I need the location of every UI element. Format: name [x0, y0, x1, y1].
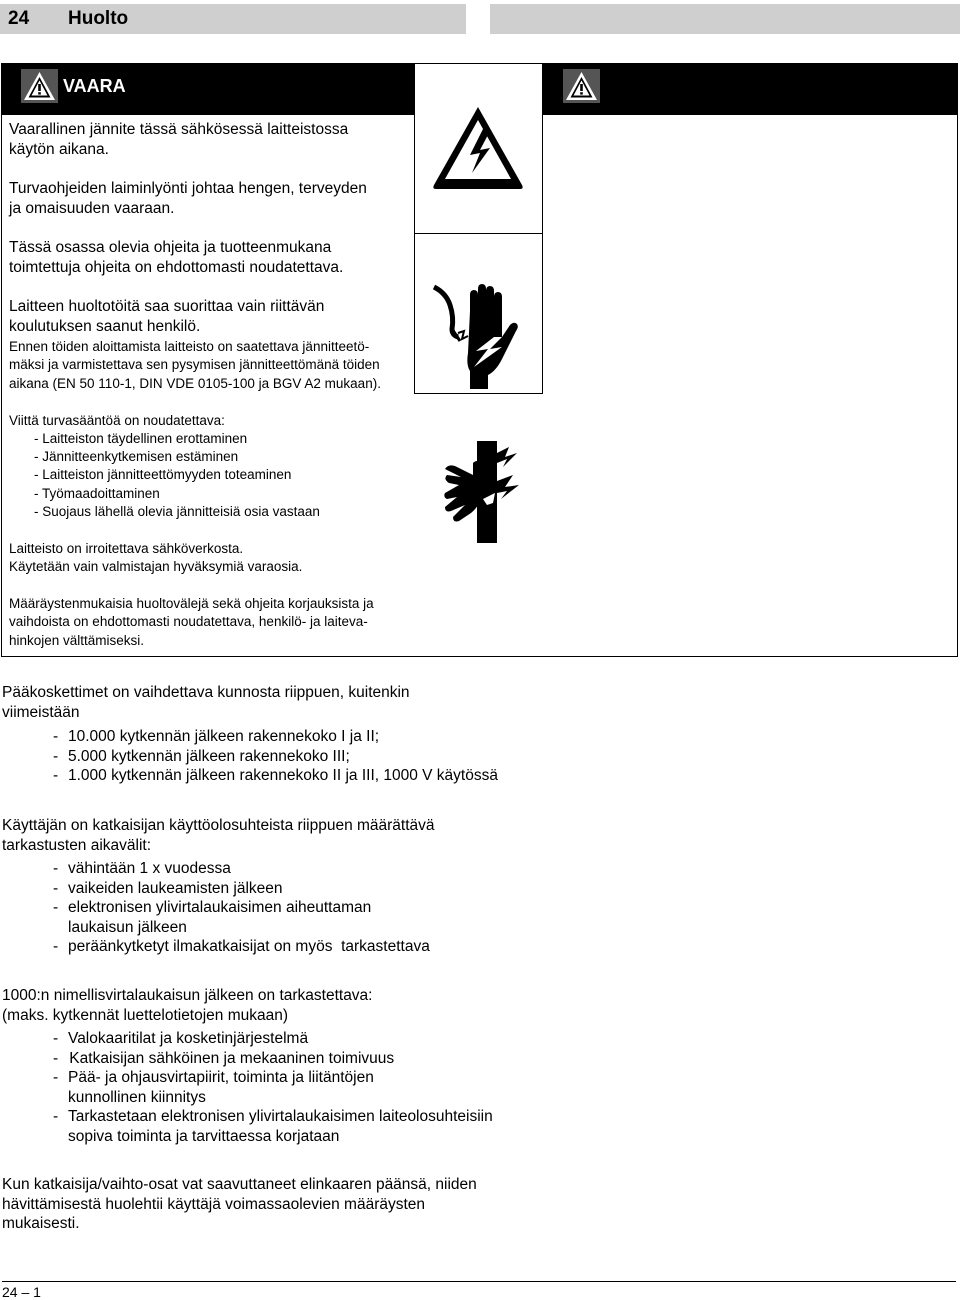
safety-rule: - Laitteiston jännitteettömyyden toteaminen: [34, 467, 292, 482]
list-item: - Katkaisijan sähköinen ja mekaaninen toimivuus: [53, 1049, 395, 1067]
warning-label: VAARA: [63, 76, 126, 96]
list-item: - 5.000 kytkennän jälkeen rakennekoko III;: [53, 747, 350, 765]
list-item: - 1.000 kytkennän jälkeen rakennekoko II ja III, 1000 V käytössä: [53, 767, 498, 784]
warning-bar-right: [542, 63, 958, 115]
chapter-number: 24: [8, 8, 30, 29]
safety-rule: - Työmaadoittaminen: [34, 486, 160, 501]
end-of-life-text: Kun katkaisija/vaihto-osat vat saavuttaneet elinkaaren päänsä, niiden hävittämisestä huolehtii käyttäjä voimassaolevien määräysten mukaisesti.: [2, 1176, 477, 1232]
disconnect-text: Laitteisto on irroitettava sähköverkosta. Käytetään vain valmistajan hyväksymiä varaosia.: [9, 541, 303, 575]
trip-list: [53, 1029, 613, 1146]
list-item: - Tarkastetaan elektronisen ylivirtalaukaisimen laiteolosuhteisiin sopiva toiminta ja tarvittaessa korjataan: [53, 1108, 493, 1145]
icon-column-right-edge: [542, 63, 543, 394]
list-item: - vaikeiden laukeamisten jälkeen: [53, 879, 283, 897]
warning-triangle-icon: [21, 69, 58, 103]
inspection-intro: Käyttäjän on katkaisijan käyttöolosuhteista riippuen määrättävä tarkastusten aikavälit:: [2, 817, 435, 854]
contacts-list: [53, 727, 613, 786]
safety-rule: - Laitteiston täydellinen erottaminen: [34, 431, 248, 446]
high-voltage-icon: [430, 103, 526, 191]
inspection-list: [53, 859, 613, 957]
contacts-intro: Pääkoskettimet on vaihdettava kunnosta riippuen, kuitenkin viimeistään: [2, 684, 410, 721]
warning-paragraph-2: Turvaohjeiden laiminlyönti johtaa hengen, terveyden ja omaisuuden vaaraan.: [9, 180, 367, 217]
warning-small-paragraph: Ennen töiden aloittamista laitteisto on saatettava jännitteetö- mäksi ja varmistettava sen pysymisen jännitteettömänä töiden aikana (EN 50 110-1, DIN VDE 0105-100 ja BGV A2 mukaan).: [9, 339, 381, 391]
safety-rules-intro: Viittä turvasääntöä on noudatettava:: [9, 413, 225, 428]
warning-divider: [414, 63, 415, 394]
warning-paragraph-1: Vaarallinen jännite tässä sähkösessä laitteistossa käytön aikana.: [9, 121, 349, 158]
warning-paragraph-3: Tässä osassa olevia ohjeita ja tuotteenmukana toimtettuja ohjeita on ehdottomasti noudatettava.: [9, 239, 344, 276]
list-item: - vähintään 1 x vuodessa: [53, 860, 231, 877]
page-number: 24 – 1: [2, 1284, 41, 1300]
electrocution-hand-icon: [443, 441, 523, 543]
list-item: - Valokaaritilat ja kosketinjärjestelmä: [53, 1030, 309, 1047]
trip-intro: 1000:n nimellisvirtalaukaisun jälkeen on tarkastettava: (maks. kytkennät luettelotietojen mukaan): [2, 987, 373, 1024]
list-item: - Pää- ja ohjausvirtapiirit, toiminta ja liitäntöjen kunnollinen kiinnitys: [53, 1069, 374, 1106]
list-item: - peräänkytketyt ilmakatkaisijat on myös tarkastettava: [53, 938, 430, 955]
header-bar-right: [490, 4, 960, 34]
chapter-title: Huolto: [68, 8, 129, 29]
list-item: - elektronisen ylivirtalaukaisimen aiheuttaman laukaisun jälkeen: [53, 899, 372, 936]
safety-rule: - Suojaus lähellä olevia jännitteisiä osia vastaan: [34, 504, 320, 519]
electric-shock-hand-icon: [430, 281, 520, 389]
warning-triangle-icon: [563, 69, 600, 103]
icon-separator-2: [414, 393, 542, 394]
warning-paragraph-4: Laitteen huoltotöitä saa suorittaa vain riittävän koulutuksen saanut henkilö.: [9, 298, 325, 335]
safety-rule: - Jännitteenkytkemisen estäminen: [34, 449, 239, 464]
icon-separator-1: [414, 233, 542, 234]
list-item: - 10.000 kytkennän jälkeen rakennekoko I ja II;: [53, 728, 380, 745]
intervals-text: Määräystenmukaisia huoltovälejä sekä ohjeita korjauksista ja vaihdoista on ehdottomasti noudatettava, henkilö- ja laiteva- hinkojen välttämiseksi.: [9, 596, 374, 648]
footer-rule: [2, 1281, 956, 1282]
